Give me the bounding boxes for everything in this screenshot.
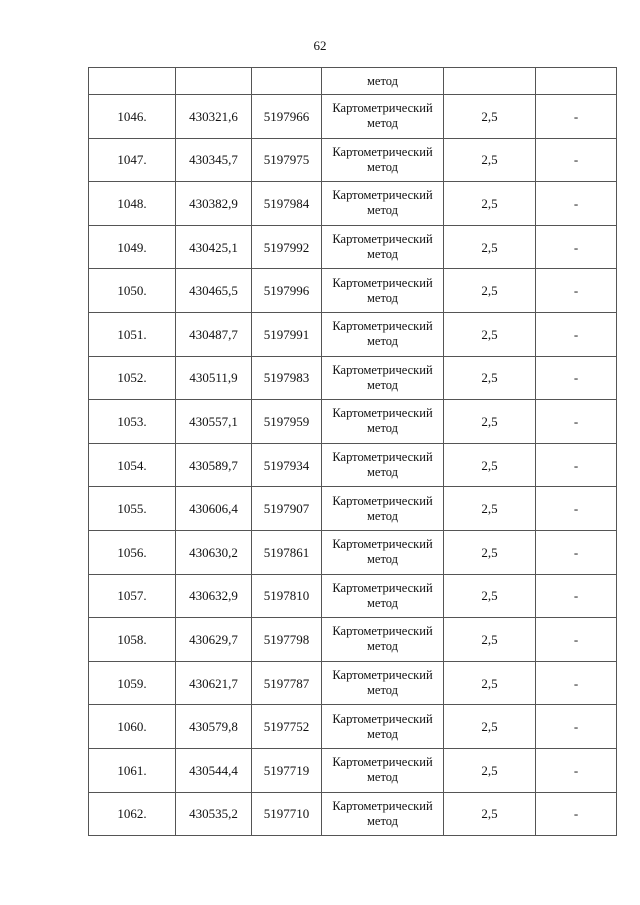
method-cell: метод (322, 68, 444, 95)
method-line-2: метод (366, 595, 398, 610)
method-line-2: метод (366, 290, 398, 305)
table-row (89, 312, 617, 356)
x-coordinate-cell: 430589,7 (176, 443, 252, 487)
method-line-2: метод (366, 116, 398, 131)
method-cell (322, 705, 444, 749)
x-coordinate-cell: 430621,7 (176, 661, 252, 705)
table-row (89, 574, 617, 618)
method-cell (322, 792, 444, 836)
note-cell: - (536, 574, 617, 618)
method-line-2: метод (366, 159, 398, 174)
y-coordinate-cell: 5197787 (252, 661, 322, 705)
y-coordinate-cell: 5197710 (252, 792, 322, 836)
note-cell: - (536, 530, 617, 574)
point-number-cell: 1054. (89, 443, 176, 487)
empty-cell (536, 68, 617, 95)
method-line-1: Картометрический (332, 232, 433, 247)
table-row (89, 792, 617, 836)
point-number-cell: 1061. (89, 748, 176, 792)
point-number-cell: 1051. (89, 312, 176, 356)
empty-cell (252, 68, 322, 95)
note-cell: - (536, 182, 617, 226)
accuracy-cell: 2,5 (444, 269, 536, 313)
y-coordinate-cell: 5197934 (252, 443, 322, 487)
y-coordinate-cell: 5197861 (252, 530, 322, 574)
note-cell: - (536, 312, 617, 356)
point-number-cell: 1056. (89, 530, 176, 574)
y-coordinate-cell: 5197966 (252, 95, 322, 139)
method-line-2: метод (366, 421, 398, 436)
accuracy-cell: 2,5 (444, 182, 536, 226)
note-cell: - (536, 661, 617, 705)
empty-cell (176, 68, 252, 95)
x-coordinate-cell: 430630,2 (176, 530, 252, 574)
accuracy-cell: 2,5 (444, 618, 536, 662)
y-coordinate-cell: 5197810 (252, 574, 322, 618)
accuracy-cell: 2,5 (444, 705, 536, 749)
accuracy-cell: 2,5 (444, 138, 536, 182)
method-line-1: Картометрический (332, 362, 433, 377)
method-cell (322, 574, 444, 618)
accuracy-cell: 2,5 (444, 530, 536, 574)
method-line-2: метод (366, 770, 398, 785)
point-number-cell: 1048. (89, 182, 176, 226)
continuation-row (89, 68, 617, 95)
method-cell (322, 356, 444, 400)
accuracy-cell: 2,5 (444, 574, 536, 618)
method-cell (322, 269, 444, 313)
table-row (89, 748, 617, 792)
note-cell: - (536, 748, 617, 792)
x-coordinate-cell: 430544,4 (176, 748, 252, 792)
accuracy-cell: 2,5 (444, 95, 536, 139)
accuracy-cell: 2,5 (444, 312, 536, 356)
note-cell: - (536, 487, 617, 531)
y-coordinate-cell: 5197996 (252, 269, 322, 313)
point-number-cell: 1060. (89, 705, 176, 749)
method-line-1: Картометрический (332, 580, 433, 595)
empty-cell (444, 68, 536, 95)
table-row (89, 138, 617, 182)
method-cell (322, 95, 444, 139)
note-cell: - (536, 356, 617, 400)
accuracy-cell: 2,5 (444, 400, 536, 444)
x-coordinate-cell: 430557,1 (176, 400, 252, 444)
method-cell (322, 618, 444, 662)
y-coordinate-cell: 5197975 (252, 138, 322, 182)
x-coordinate-cell: 430321,6 (176, 95, 252, 139)
table-row (89, 400, 617, 444)
x-coordinate-cell: 430425,1 (176, 225, 252, 269)
y-coordinate-cell: 5197984 (252, 182, 322, 226)
x-coordinate-cell: 430345,7 (176, 138, 252, 182)
method-line-1: Картометрический (332, 493, 433, 508)
coordinates-table (88, 67, 617, 836)
method-cell (322, 661, 444, 705)
x-coordinate-cell: 430465,5 (176, 269, 252, 313)
method-line-2: метод (366, 552, 398, 567)
note-cell: - (536, 400, 617, 444)
table-row (89, 530, 617, 574)
method-cell (322, 487, 444, 531)
method-line-1: Картометрический (332, 668, 433, 683)
x-coordinate-cell: 430511,9 (176, 356, 252, 400)
method-line-2: метод (366, 465, 398, 480)
method-line-2: метод (366, 203, 398, 218)
method-line-1: Картометрический (332, 450, 433, 465)
point-number-cell: 1062. (89, 792, 176, 836)
x-coordinate-cell: 430606,4 (176, 487, 252, 531)
method-line-2: метод (366, 683, 398, 698)
table-row (89, 705, 617, 749)
note-cell: - (536, 225, 617, 269)
method-line-1: Картометрический (332, 188, 433, 203)
point-number-cell: 1055. (89, 487, 176, 531)
method-line-2: метод (366, 508, 398, 523)
point-number-cell: 1046. (89, 95, 176, 139)
y-coordinate-cell: 5197959 (252, 400, 322, 444)
point-number-cell: 1058. (89, 618, 176, 662)
method-cell (322, 530, 444, 574)
x-coordinate-cell: 430487,7 (176, 312, 252, 356)
note-cell: - (536, 792, 617, 836)
accuracy-cell: 2,5 (444, 748, 536, 792)
method-line-2: метод (366, 377, 398, 392)
accuracy-cell: 2,5 (444, 487, 536, 531)
point-number-cell: 1047. (89, 138, 176, 182)
table-row (89, 182, 617, 226)
x-coordinate-cell: 430629,7 (176, 618, 252, 662)
table-row (89, 225, 617, 269)
table-row (89, 487, 617, 531)
table-row (89, 95, 617, 139)
y-coordinate-cell: 5197907 (252, 487, 322, 531)
x-coordinate-cell: 430632,9 (176, 574, 252, 618)
method-cell (322, 138, 444, 182)
note-cell: - (536, 269, 617, 313)
accuracy-cell: 2,5 (444, 443, 536, 487)
method-line-2: метод (366, 639, 398, 654)
method-cell (322, 748, 444, 792)
coordinates-table-body (89, 68, 617, 836)
method-line-1: Картометрический (332, 406, 433, 421)
point-number-cell: 1053. (89, 400, 176, 444)
method-line-2: метод (366, 247, 398, 262)
method-line-1: Картометрический (332, 711, 433, 726)
y-coordinate-cell: 5197992 (252, 225, 322, 269)
method-line-2: метод (366, 813, 398, 828)
method-cell (322, 312, 444, 356)
method-line-1: Картометрический (332, 144, 433, 159)
method-line-2: метод (366, 334, 398, 349)
page-number: 62 (313, 38, 327, 53)
table-row (89, 443, 617, 487)
method-line-1: Картометрический (332, 624, 433, 639)
x-coordinate-cell: 430579,8 (176, 705, 252, 749)
accuracy-cell: 2,5 (444, 792, 536, 836)
method-line-1: Картометрический (332, 537, 433, 552)
note-cell: - (536, 95, 617, 139)
point-number-cell: 1057. (89, 574, 176, 618)
method-line-1: Картометрический (332, 101, 433, 116)
y-coordinate-cell: 5197719 (252, 748, 322, 792)
method-line-1: Картометрический (332, 319, 433, 334)
table-row (89, 618, 617, 662)
method-line-1: Картометрический (332, 275, 433, 290)
note-cell: - (536, 618, 617, 662)
table-row (89, 269, 617, 313)
empty-cell (89, 68, 176, 95)
method-cell (322, 400, 444, 444)
note-cell: - (536, 138, 617, 182)
method-cell (322, 225, 444, 269)
method-cell (322, 443, 444, 487)
y-coordinate-cell: 5197752 (252, 705, 322, 749)
y-coordinate-cell: 5197798 (252, 618, 322, 662)
method-line-1: Картометрический (332, 798, 433, 813)
x-coordinate-cell: 430535,2 (176, 792, 252, 836)
note-cell: - (536, 705, 617, 749)
method-line-1: Картометрический (332, 755, 433, 770)
point-number-cell: 1049. (89, 225, 176, 269)
accuracy-cell: 2,5 (444, 661, 536, 705)
accuracy-cell: 2,5 (444, 225, 536, 269)
point-number-cell: 1059. (89, 661, 176, 705)
method-cell (322, 182, 444, 226)
table-row (89, 661, 617, 705)
note-cell: - (536, 443, 617, 487)
method-line-2: метод (366, 726, 398, 741)
x-coordinate-cell: 430382,9 (176, 182, 252, 226)
point-number-cell: 1050. (89, 269, 176, 313)
table-row (89, 356, 617, 400)
accuracy-cell: 2,5 (444, 356, 536, 400)
y-coordinate-cell: 5197983 (252, 356, 322, 400)
y-coordinate-cell: 5197991 (252, 312, 322, 356)
point-number-cell: 1052. (89, 356, 176, 400)
